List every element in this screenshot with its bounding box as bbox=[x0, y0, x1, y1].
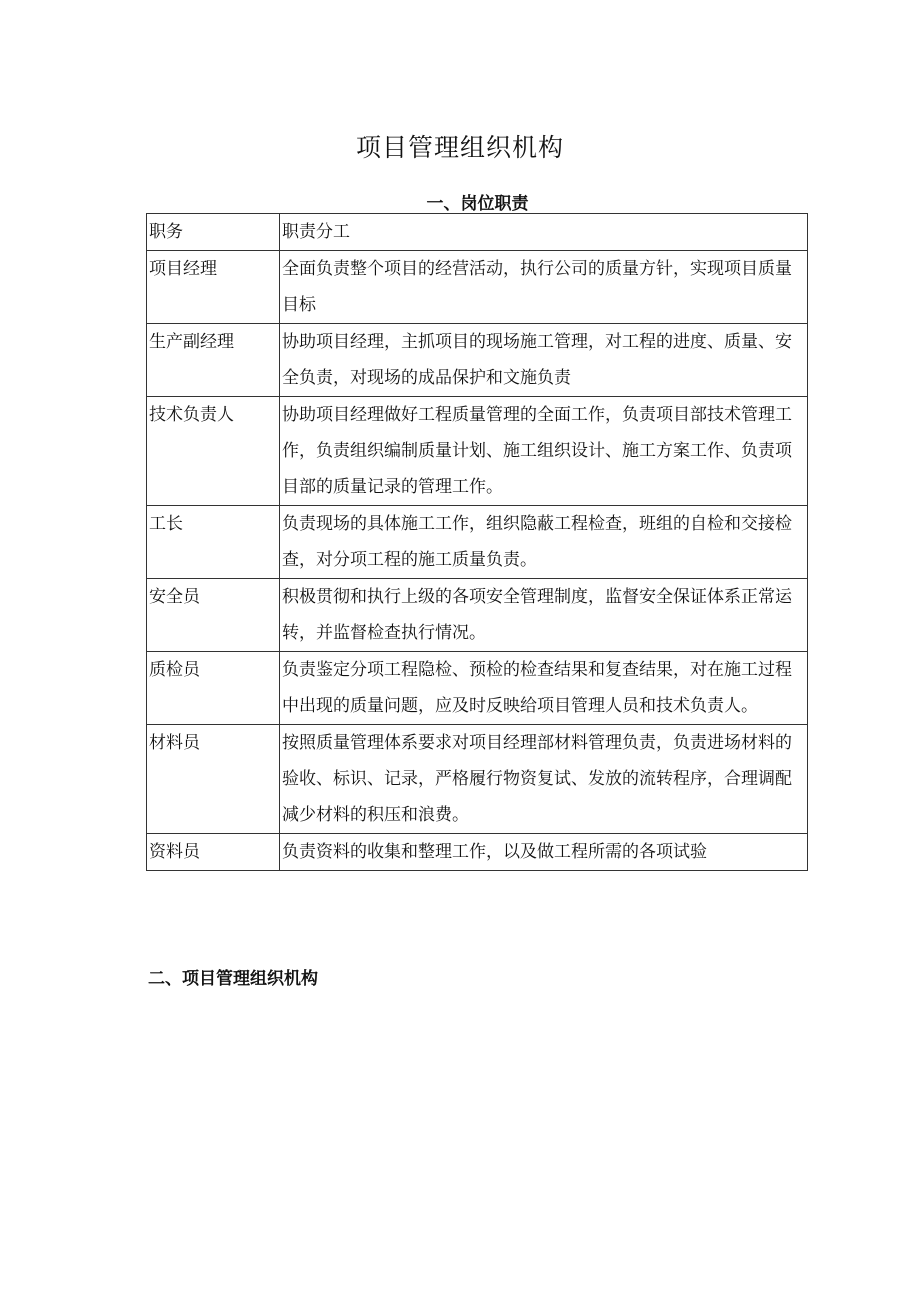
role-cell: 生产副经理 bbox=[147, 324, 280, 397]
duty-cell: 协助项目经理做好工程质量管理的全面工作，负责项目部技术管理工作，负责组织编制质量计划、施工组织设计、施工方案工作、负责项目部的质量记录的管理工作。 bbox=[280, 397, 808, 506]
table-row bbox=[147, 397, 808, 506]
header-cell-role: 职务 bbox=[147, 214, 280, 251]
duty-cell: 负责现场的具体施工工作，组织隐蔽工程检查，班组的自检和交接检查，对分项工程的施工质量负责。 bbox=[280, 506, 808, 579]
table-row bbox=[147, 834, 808, 871]
duty-table bbox=[146, 213, 808, 871]
role-cell: 技术负责人 bbox=[147, 397, 280, 506]
role-cell: 资料员 bbox=[147, 834, 280, 871]
table-row bbox=[147, 251, 808, 324]
section-heading-duties: 一、岗位职责 bbox=[426, 194, 529, 214]
page-title: 项目管理组织机构 bbox=[355, 133, 564, 162]
duty-cell: 全面负责整个项目的经营活动，执行公司的质量方针，实现项目质量目标 bbox=[280, 251, 808, 324]
role-cell: 材料员 bbox=[147, 725, 280, 834]
duty-cell: 按照质量管理体系要求对项目经理部材料管理负责，负责进场材料的验收、标识、记录，严格履行物资复试、发放的流转程序，合理调配减少材料的积压和浪费。 bbox=[280, 725, 808, 834]
section-heading-org-structure: 二、项目管理组织机构 bbox=[148, 969, 318, 989]
duty-cell: 协助项目经理，主抓项目的现场施工管理，对工程的进度、质量、安全负责，对现场的成品保护和文施负责 bbox=[280, 324, 808, 397]
header-cell-duty: 职责分工 bbox=[280, 214, 808, 251]
duty-cell: 积极贯彻和执行上级的各项安全管理制度，监督安全保证体系正常运转，并监督检查执行情况。 bbox=[280, 579, 808, 652]
table-row bbox=[147, 579, 808, 652]
role-cell: 项目经理 bbox=[147, 251, 280, 324]
table-row bbox=[147, 725, 808, 834]
table-row bbox=[147, 506, 808, 579]
table-header-row bbox=[147, 214, 808, 251]
role-cell: 工长 bbox=[147, 506, 280, 579]
role-cell: 安全员 bbox=[147, 579, 280, 652]
table-row bbox=[147, 324, 808, 397]
duty-cell: 负责鉴定分项工程隐检、预检的检查结果和复查结果，对在施工过程中出现的质量问题，应及时反映给项目管理人员和技术负责人。 bbox=[280, 652, 808, 725]
role-cell: 质检员 bbox=[147, 652, 280, 725]
table-row bbox=[147, 652, 808, 725]
duty-cell: 负责资料的收集和整理工作，以及做工程所需的各项试验 bbox=[280, 834, 808, 871]
